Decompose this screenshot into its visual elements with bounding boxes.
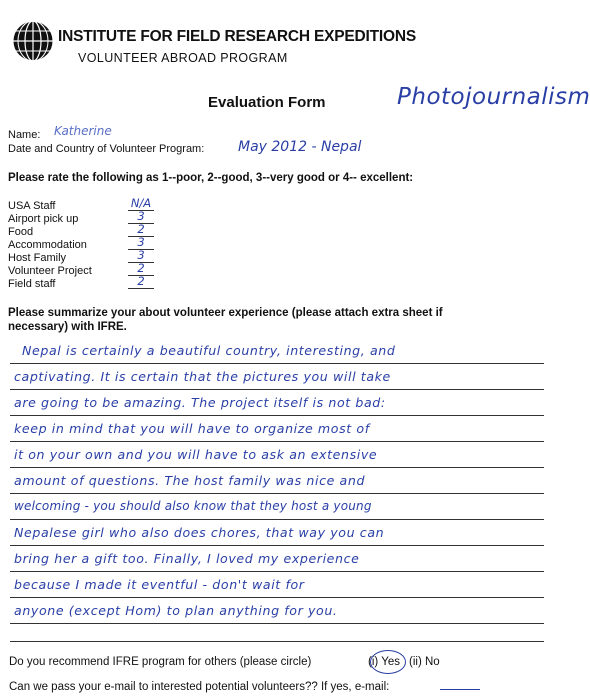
summary-line-6: amount of questions. The host family was nice and — [14, 473, 366, 488]
summary-line-8: Nepalese girl who also does chores, that way you can — [14, 525, 385, 540]
recommend-question: Do you recommend IFRE program for others (please circle) — [9, 656, 312, 668]
rating-label-volunteer-project: Volunteer Project — [8, 265, 92, 277]
summary-instructions-line-1: Please summarize your about volunteer experience (please attach extra sheet if — [8, 307, 443, 319]
rating-label-field-staff: Field staff — [8, 278, 56, 290]
summary-line-1: Nepal is certainly a beautiful country, interesting, and — [22, 343, 396, 358]
summary-line-11: anyone (except Hom) to plan anything for you. — [14, 603, 338, 618]
form-title: Evaluation Form — [208, 94, 326, 111]
recommend-no-option[interactable]: (ii) No — [409, 656, 440, 668]
summary-line-10: because I made it eventful - don't wait for — [14, 577, 305, 592]
ruled-line — [10, 363, 544, 364]
rating-label-food: Food — [8, 226, 34, 238]
ruled-line — [10, 571, 544, 572]
program-name: VOLUNTEER ABROAD PROGRAM — [78, 51, 288, 65]
summary-line-7: welcoming - you should also know that they host a young — [14, 499, 372, 513]
ruled-line — [10, 623, 544, 624]
rating-value-usa-staff[interactable]: N/A — [128, 197, 154, 211]
program-value: May 2012 - Nepal — [238, 139, 362, 155]
rating-label-airport: Airport pick up — [8, 213, 79, 225]
rating-instructions: Please rate the following as 1--poor, 2--good, 3--very good or 4-- excellent: — [8, 172, 414, 184]
photojournalism-annotation: Photojournalism — [397, 84, 590, 110]
ruled-line — [10, 467, 544, 468]
summary-line-4: keep in mind that you will have to organize most of — [14, 421, 370, 436]
ruled-line — [10, 545, 544, 546]
summary-line-5: it on your own and you will have to ask an extensive — [14, 447, 378, 462]
rating-value-field-staff[interactable]: 2 — [128, 275, 154, 289]
program-label: Date and Country of Volunteer Program: — [8, 143, 205, 155]
name-label: Name: — [8, 129, 41, 141]
rating-label-host-family: Host Family — [8, 252, 67, 264]
ruled-line — [10, 493, 544, 494]
recommend-yes-option[interactable]: (i) Yes — [368, 656, 400, 668]
ruled-line — [10, 597, 544, 598]
ruled-line — [10, 441, 544, 442]
summary-line-2: captivating. It is certain that the pictures you will take — [14, 369, 391, 384]
ruled-line — [10, 389, 544, 390]
yes-circle-mark — [370, 650, 406, 674]
ruled-line — [10, 415, 544, 416]
summary-line-9: bring her a gift too. Finally, I loved my experience — [14, 551, 360, 566]
organization-name: INSTITUTE FOR FIELD RESEARCH EXPEDITIONS — [58, 28, 416, 45]
rating-label-accommodation: Accommodation — [8, 239, 87, 251]
rating-value-host-family[interactable]: 3 — [128, 249, 154, 263]
name-value: Katherine — [54, 124, 112, 138]
summary-line-3: are going to be amazing. The project itself is not bad: — [14, 395, 386, 410]
rating-value-volunteer-project[interactable]: 2 — [128, 262, 154, 276]
globe-logo-icon — [10, 18, 56, 64]
rating-value-food[interactable]: 2 — [128, 223, 154, 237]
rating-value-accommodation[interactable]: 3 — [128, 236, 154, 250]
ruled-line — [10, 519, 544, 520]
rating-value-airport[interactable]: 3 — [128, 210, 154, 224]
ruled-line — [10, 641, 544, 642]
summary-instructions-line-2: necessary) with IFRE. — [8, 321, 127, 333]
email-question: Can we pass your e-mail to interested potential volunteers?? If yes, e-mail: — [9, 681, 390, 693]
email-field[interactable] — [440, 689, 480, 690]
rating-label-usa-staff: USA Staff — [8, 200, 56, 212]
